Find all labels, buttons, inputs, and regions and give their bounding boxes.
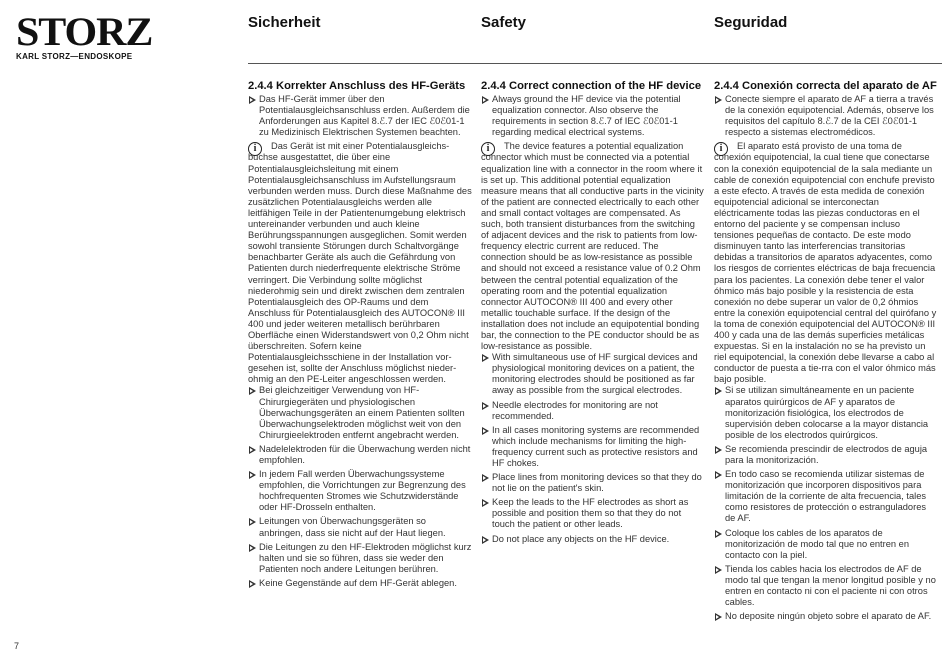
bullet-item [714, 94, 938, 138]
bullet-item [714, 385, 938, 440]
bullet-item [248, 94, 472, 138]
block-text: The device features a potential equalization connector which must be connected via a potential equalization line with a connector in the room where it is set up. This additional potential equalization measure means that all conductive parts in the vicinity of the patient are connected electrically to each other and small contact voltages are compensated. As such, both transient disturbances from the switching of adjacent devices and the risk to patients from low-frequency electric current are reduced. The connection should be as low-resistance as possible and should not exceed a resistance value of 0.2 Ohm between the central potential equalization of the operating room and the potential equalization connector AUTOCON® III 400 and every other metallic touchable surface. If the design of the installation does not include an equipotential bonding bar, the connection to the PE conductor should be as low-resistance as possible. [481, 141, 704, 352]
block-text: With simultaneous use of HF surgical devices and physiological monitoring devices on a patient, the monitoring electrodes should be positioned as far away as possible from the surgical electrodes. [492, 352, 698, 396]
column-english [481, 80, 705, 548]
block-text: In all cases monitoring systems are recommended which include mechanisms for limiting the high-frequency current such as protective resistors and HF chokes. [492, 424, 700, 468]
section-title: 2.4.4 Conexión correcta del aparato de AF [714, 80, 937, 92]
bullet-item [481, 352, 705, 396]
header-divider [248, 63, 942, 64]
bullet-item [248, 385, 472, 440]
info-icon: i [248, 142, 262, 156]
column-german [248, 80, 472, 592]
block-text: Das Gerät ist mit einer Potentialausgleichs-buchse ausgestattet, die über eine Potentialausgleichsleitung mit einem Potentialausgleichsanschluss im Aufstellungsraum verbunden werden muss. Durch diese Maßnahme des zusätzlichen Potentialausgleichs werden alle leitfähigen Teile in der Patientenumgebung elektrisch untereinander verbunden und auch kleine Berührungsspannungen ausgeglichen. Somit werden sowohl transiente Störungen durch Schaltvorgänge benachbarter Geräte als auch die Gefährdung von Patienten durch niederfrequente elektrische Ströme verringert. Die Verbindung sollte möglichst niederohmig sein und direkt zwischen dem zentralen Potentialausgleich des OP-Raums und dem Anschluss für Potentialausgleich des AUTOCON® III 400 und jeder weiteren metallisch berührbaren Oberfläche einen Widerstandswert von 0,2 Ohm nicht überschreiten. Sofern keine Potentialausgleichsschiene in der Installation vor-gesehen ist, sollte der Anschluss möglichst nieder-ohmig an den PE-Leiter angeschlossen werden. [248, 141, 472, 385]
info-note [714, 141, 938, 385]
bullet-item [248, 578, 472, 589]
bullet-item [714, 469, 938, 524]
logo-wordmark: STORZ [16, 9, 153, 54]
block-text: Tienda los cables hacia los electrodos de AF de modo tal que tengan la menor longitud posible y no entren en contacto ni con el paciente ni con otros cables. [725, 563, 936, 608]
block-text: No deposite ningún objeto sobre el aparato de AF. [725, 611, 932, 622]
logo-subtitle: KARL STORZ—ENDOSKOPE [16, 52, 133, 61]
block-text: Keep the leads to the HF electrodes as short as possible and position them so that they do not touch the patient or other leads. [492, 497, 689, 530]
bullet-item [714, 444, 938, 466]
block-text: El aparato está provisto de una toma de conexión equipotencial, la cual tiene que conectarse con la conexión equipotencial de la sala mediante un cable de conexión equipotencial con enchufe previsto a este efecto. A través de esta medida de conexión equipotencial adicional se interconectan eléctricamente todas las piezas conductoras en el entorno del paciente y se compensan incluso tensiones pequeñas de contacto. De este modo disminuyen tanto las interferencias transitorias debidas a transitorios de aparatos adyacentes, como los riesgos de corrientes eléctricas de baja frecuencia para los pacientes. La conexión debe tener el valor óhmico más bajo posible y la resistencia de esta conexión no debe superar un valor de 0,2 óhmios entre la conexión equipotencial central del quirófano y la toma de conexión equipotencial del AUTOCON® III 400 y cada una de las demás superficies metálicas expuestas. Si en la instalación no se ha previsto un riel equipotencial, la conexión debe llevarse a cabo al conductor de puesta a tie-rra con el valor óhmico más bajo posible. [714, 141, 937, 385]
block-text: Die Leitungen zu den HF-Elektroden möglichst kurz halten und sie so führen, dass sie weder den Patienten noch andere Leitungen berühren. [259, 541, 472, 574]
block-text: Se recomienda prescindir de electrodos de aguja para la monitorización. [725, 443, 928, 465]
block-text: Das HF-Gerät immer über den Potentialausgleichsanschluss erden. Außerdem die Anforderungen aus Kapitel 8.ℰ.7 der IEC ℰ0ℰ01-1 zu Medizinisch Elektrischen Systemen beachten. [259, 94, 470, 138]
block-text: Do not place any objects on the HF device. [492, 533, 670, 544]
header-german: Sicherheit [248, 14, 321, 31]
block-text: In jedem Fall werden Überwachungssysteme empfohlen, die Vorrichtungen zur Begrenzung des hochfrequenten Stromes wie Schutzwiderstände oder HF-Drosseln enthalten. [259, 469, 466, 513]
bullet-item [481, 472, 705, 494]
info-note [248, 141, 472, 385]
block-text: Conecte siempre el aparato de AF a tierra a través de la conexión equipotencial. Además, observe los requisitos del capítulo 8.ℰ.7 de la CEI ℰ0ℰ01-1 respecto a sistemas electromédicos. [725, 94, 934, 138]
bullet-item [481, 425, 705, 469]
bullet-item [714, 611, 938, 622]
column-spanish [714, 80, 938, 625]
block-text: Needle electrodes for monitoring are not recommended. [492, 399, 658, 421]
bullet-item [481, 94, 705, 138]
header-english: Safety [481, 14, 527, 31]
info-icon: i [481, 142, 495, 156]
block-text: Nadelelektroden für die Überwachung werden nicht empfohlen. [259, 443, 471, 465]
section-title: 2.4.4 Correct connection of the HF device [481, 80, 702, 92]
bullet-item [714, 528, 938, 561]
block-text: Place lines from monitoring devices so that they do not lie on the patient's skin. [492, 472, 702, 494]
bullet-item [714, 564, 938, 608]
bullet-item [248, 542, 472, 575]
bullet-item [481, 534, 705, 545]
bullet-item [248, 444, 472, 466]
bullet-item [481, 497, 705, 530]
info-icon: i [714, 142, 728, 156]
bullet-item [248, 516, 472, 538]
header-spanish: Seguridad [714, 14, 788, 31]
block-text: Always ground the HF device via the potential equalization connector. Also observe the requirements in section 8.ℰ.7 of IEC ℰ0ℰ01-1 regarding medical electrical systems. [492, 94, 681, 138]
block-text: Bei gleichzeitiger Verwendung von HF-Chirurgiegeräten und physiologischen Überwachungsgeräten an einem Patienten sollten Überwachungselektroden möglichst weit von den Chirurgieelektroden entfernt angebracht werden. [259, 385, 465, 440]
block-text: Coloque los cables de los aparatos de monitorización de modo tal que no entren en contacto con la piel. [725, 527, 909, 560]
block-text: En todo caso se recomienda utilizar sistemas de monitorización que incorporen dispositivos para limitación de la corriente de alta frecuencia, tales como resistores de protección o estranguladores de AF. [725, 469, 927, 524]
block-text: Si se utilizan simultáneamente en un paciente aparatos quirúrgicos de AF y aparatos de monitorización fisiológica, los electrodos de supervisión deben colocarse a la mayor distancia posible de los electrodos quirúrgicos. [725, 385, 929, 440]
block-text: Leitungen von Überwachungsgeräten so anbringen, dass sie nicht auf der Haut liegen. [259, 516, 446, 538]
info-note [481, 141, 705, 352]
section-title: 2.4.4 Korrekter Anschluss des HF-Geräts [248, 80, 466, 92]
bullet-item [481, 400, 705, 422]
bullet-item [248, 469, 472, 513]
karl-storz-logo [16, 9, 206, 61]
block-text: Keine Gegenstände auf dem HF-Gerät ablegen. [259, 577, 457, 588]
page-number: 7 [14, 641, 20, 651]
